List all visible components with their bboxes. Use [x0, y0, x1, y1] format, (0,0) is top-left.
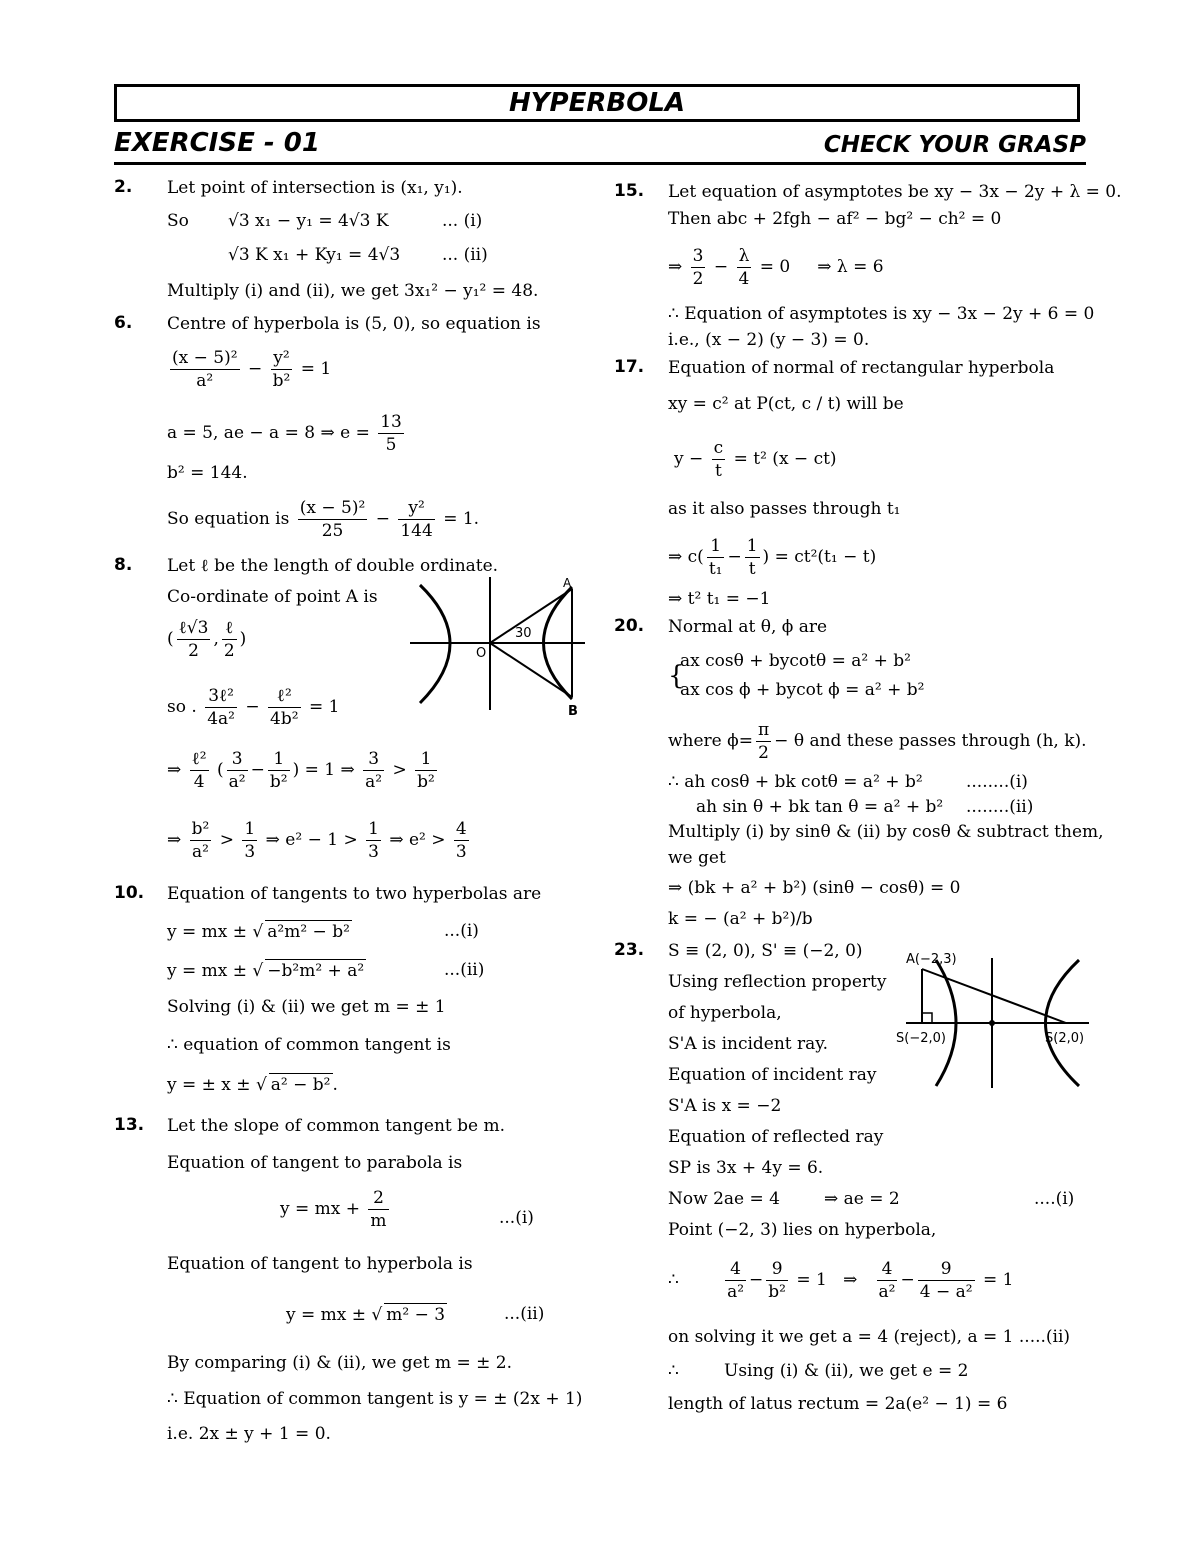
q8-i2a-den: 3: [244, 842, 256, 862]
q23-line8: SP is 3x + 4y = 6.: [668, 1158, 824, 1178]
q23-therefore: ∴: [668, 1270, 679, 1290]
q6-line5: So equation is $\frac{\text{(x − 5)²}}{25}$ − $\frac{\text{y²}}{144}$ = 1.: [167, 498, 480, 541]
q8-label-B: B: [568, 704, 578, 719]
q10-number: 10.: [114, 883, 145, 903]
q17-eq-rhs: = t² (x − ct): [733, 449, 837, 469]
q8-i1g-num: 1: [415, 748, 437, 771]
q6-frac1-den: a²: [196, 371, 214, 391]
q6-equation: $\frac{\text{(x − 5)²}}{\text{a²}}$ − $\frac{\text{y²}}{\text{b²}}$ = 1: [172, 348, 332, 391]
q8-i1f-den: a²: [365, 772, 383, 792]
q8-i1b-den: a²: [228, 772, 246, 792]
q6-frac1-num: (x − 5)²: [172, 348, 238, 368]
q6-f1-num: (x − 5)²: [299, 498, 366, 518]
q15-line5: i.e., (x − 2) (y − 3) = 0.: [668, 330, 870, 350]
q13-line8: i.e. 2x ± y + 1 = 0.: [167, 1424, 331, 1444]
q8-line-OB: [490, 643, 572, 697]
q8-i2c-den: 3: [368, 842, 379, 862]
q20-line2: ax cosθ + bycotθ = a² + b²: [680, 651, 911, 671]
q8-i2f-den: 3: [455, 842, 467, 862]
q23-line7: Equation of reflected ray: [668, 1127, 884, 1147]
q6-frac2-num: y²: [271, 347, 293, 370]
q23-line1: S ≡ (2, 0), S' ≡ (−2, 0): [668, 941, 863, 961]
q20-two: 2: [758, 743, 769, 763]
q23-line5: Equation of incident ray: [668, 1065, 877, 1085]
q8-label-A: A: [563, 576, 572, 590]
q13-eq1-den: m: [370, 1211, 387, 1231]
q10-line1: Equation of tangents to two hyperbolas are: [167, 884, 542, 904]
section-label: CHECK YOUR GRASP: [823, 132, 1086, 158]
q8-i2c-num: 1: [368, 819, 379, 839]
q23-figure: [894, 945, 1090, 1090]
q23-f4-den: 4 − a²: [919, 1282, 973, 1302]
q8-figure: [410, 575, 590, 720]
q23-f2-den: b²: [768, 1282, 786, 1302]
q20-line7: Multiply (i) by sinθ & (ii) by cosθ & subtract them,: [668, 822, 1104, 842]
q13-eq2-tag: ...(ii): [504, 1304, 545, 1324]
q17-f1-num: 1: [707, 535, 725, 558]
q23-line9b: ⇒ ae = 2: [824, 1189, 900, 1209]
q17-eq2-rhs: = ct²(t₁ − t): [774, 547, 877, 567]
q20-line1: Normal at θ, ϕ are: [668, 617, 828, 637]
q20-line3: ax cos ϕ + bycot ϕ = a² + b²: [680, 680, 925, 700]
q10-line4: Solving (i) & (ii) we get m = ± 1: [167, 997, 446, 1017]
q8-label-30: 30: [515, 626, 532, 641]
q13-number: 13.: [114, 1115, 145, 1135]
q17-line5: ⇒ c( $\frac{1}{\text{t₁}}$ − $\frac{1}{t}$ ) = ct²(t₁ − t): [668, 536, 877, 579]
q8-coord-x-num: ℓ√3: [178, 618, 209, 638]
q6-so-eq: So equation is: [167, 509, 290, 529]
q15-f1-den: 2: [692, 269, 704, 289]
q15-number: 15.: [614, 181, 645, 201]
q8-so: so .: [167, 697, 197, 717]
q8-i1c-num: 1: [268, 748, 290, 771]
q20-line9: ⇒ (bk + a² + b²) (sinθ − cosθ) = 0: [668, 878, 961, 898]
q8-label-O: O: [476, 646, 487, 661]
q8-i2f-num: 4: [455, 819, 467, 839]
q2-so: So: [167, 211, 189, 231]
q13-line4: Equation of tangent to hyperbola is: [167, 1254, 473, 1274]
q6-e-text: a = 5, ae − a = 8 ⇒ e =: [167, 423, 370, 443]
q10-eq3-radicand: a² − b²: [270, 1075, 331, 1095]
q17-line3: [674, 437, 837, 482]
q8-i2-num: b²: [191, 819, 210, 839]
q8-s1-den: 4a²: [207, 709, 235, 729]
q23-line14: length of latus rectum = 2a(e² − 1) = 6: [668, 1394, 1008, 1414]
q23-f2-num: 9: [766, 1258, 788, 1281]
q23-line6: S'A is x = −2: [668, 1096, 782, 1116]
q6-e-num: 13: [380, 412, 402, 432]
q20-where: where ϕ=: [668, 731, 753, 751]
q10-eq3-lhs: y = ± x ±: [167, 1075, 251, 1095]
q13-eq1-num: 2: [368, 1187, 388, 1210]
q23-line4: S'A is incident ray.: [668, 1034, 829, 1054]
q10-line5: ∴ equation of common tangent is: [167, 1035, 451, 1055]
q15-line4: ∴ Equation of asymptotes is xy − 3x − 2y + 6 = 0: [668, 304, 1095, 324]
q17-line2: xy = c² at P(ct, c / t) will be: [668, 394, 904, 414]
q8-so-line: so . $\frac{\text{3ℓ²}}{\text{4a²}}$ − $\frac{\text{ℓ²}}{\text{4b²}}$ = 1: [167, 686, 340, 729]
q8-line1: Let ℓ be the length of double ordinate.: [167, 556, 499, 576]
page-title: HYPERBOLA: [508, 88, 686, 118]
q23-line9c: ....(i): [1034, 1189, 1075, 1209]
q23-number: 23.: [614, 940, 645, 960]
q17-f2-den: t: [748, 559, 756, 579]
q20-brace: {: [668, 661, 685, 691]
q6-line3: [167, 411, 407, 456]
q8-s2-num: ℓ²: [268, 685, 301, 708]
q10-eq1-radicand: a²m² − b²: [267, 922, 350, 942]
q6-f2-den: 144: [400, 521, 433, 541]
q13-eq1: [280, 1187, 392, 1232]
q15-f2-num: λ: [737, 245, 752, 268]
q8-implies1: ⇒ $\frac{\text{ℓ²}}{4}$ ( $\frac{3}{\text{a²}}$ − $\frac{1}{\text{b²}}$ ) = 1 ⇒ $\frac{3}{\text{a²}}$ > $\frac{1}{\text{b²}}$: [167, 749, 435, 792]
exercise-label: EXERCISE - 01: [114, 128, 320, 158]
q8-implies2: [167, 818, 472, 863]
q8-gt2: >: [219, 830, 235, 850]
q8-i2-den: a²: [192, 842, 209, 862]
q20-where-rest: − θ and these passes through (h, k).: [774, 731, 1087, 751]
q23-line2: Using reflection property: [668, 972, 887, 992]
q8-coord-x-den: 2: [188, 641, 199, 661]
q6-line1: Centre of hyperbola is (5, 0), so equation is: [167, 314, 541, 334]
q10-eq2-tag: ...(ii): [444, 960, 485, 980]
q10-eq1: y = mx ± √ a²m² − b²: [167, 922, 350, 942]
q6-eq-rhs: = 1: [300, 359, 332, 379]
q15-minus: −: [713, 257, 729, 277]
q8-s-rhs: = 1: [308, 697, 340, 717]
q23-line3: of hyperbola,: [668, 1003, 782, 1023]
q17-f-num: c: [713, 438, 724, 458]
q10-eq1-lhs: y = mx ±: [167, 922, 248, 942]
q13-eq1-lhs: y = mx +: [280, 1199, 361, 1219]
q2-line1: Let point of intersection is (x₁, y₁).: [167, 178, 463, 198]
q23-right-angle: [922, 1013, 932, 1023]
q17-arrow-c: ⇒ c: [668, 547, 698, 567]
q13-eq2-radicand: m² − 3: [386, 1305, 446, 1325]
q15-line3: [668, 245, 884, 290]
q8-i1g-den: b²: [417, 772, 435, 792]
q17-f1-den: t₁: [708, 559, 723, 579]
q23-label-S1: S(−2,0): [896, 1031, 946, 1046]
q23-f1-num: 4: [725, 1258, 746, 1281]
q2-eq1-tag: ... (i): [442, 211, 483, 231]
q6-number: 6.: [114, 313, 133, 333]
q8-s1-num: 3ℓ²: [205, 685, 237, 708]
q17-eq-lhs: y −: [674, 449, 704, 469]
q17-minus: −: [727, 547, 742, 567]
q8-i2a-num: 1: [244, 819, 256, 839]
q8-coord-y-num: ℓ: [222, 617, 237, 640]
q23-f3-den: a²: [878, 1282, 896, 1302]
q2-line4: Multiply (i) and (ii), we get 3x₁² − y₁² = 48.: [167, 281, 539, 301]
q8-coord: ( $\frac{\text{ℓ√3}}{2}$ , $\frac{\text{ℓ}}{2}$ ): [167, 618, 247, 661]
q20-line8: we get: [668, 848, 726, 868]
q23-f4-num: 9: [918, 1258, 975, 1281]
q17-line6: ⇒ t² t₁ = −1: [668, 589, 771, 609]
q23-eq1-rhs: = 1: [796, 1270, 827, 1290]
q20-line4: [668, 719, 1087, 764]
q8-i1-arrow: ⇒: [167, 760, 182, 780]
q20-line6: ah sin θ + bk tan θ = a² + b²: [696, 797, 944, 817]
q8-i1f-num: 3: [363, 748, 384, 771]
q13-line6: By comparing (i) & (ii), we get m = ± 2.: [167, 1353, 513, 1373]
q8-gt1: >: [392, 760, 407, 780]
q10-eq2: y = mx ± √ −b²m² + a²: [167, 961, 365, 981]
q17-f2-num: 1: [746, 536, 758, 556]
q8-i2-mid: ⇒ e² − 1 >: [265, 830, 358, 850]
q23-arrow: ⇒: [843, 1270, 858, 1290]
q2-eq2: √3 K x₁ + Ky₁ = 4√3: [228, 245, 401, 265]
q8-i1c-den: b²: [269, 772, 288, 792]
q20-line6-tag: ........(ii): [966, 797, 1034, 817]
q10-line6: y = ± x ± √ a² − b² .: [167, 1075, 338, 1095]
q15-line1: Let equation of asymptotes be xy − 3x − 2y + λ = 0.: [668, 182, 1122, 202]
q23-reflected-ray: [922, 969, 1066, 1023]
q20-line5: ∴ ah cosθ + bk cotθ = a² + b²: [668, 772, 923, 792]
q23-f3-num: 4: [877, 1258, 898, 1281]
q23-line11: ∴ $\frac{4}{\text{a²}}$ − $\frac{9}{\text{b²}}$ = 1 ⇒ $\frac{4}{\text{a²}}$ − $\frac{9}{\text{4 − a²}}$ = 1: [668, 1259, 1014, 1302]
q8-i1b-num: 3: [227, 748, 248, 771]
q13-line2: Equation of tangent to parabola is: [167, 1153, 463, 1173]
q23-origin: [989, 1020, 995, 1026]
q10-eq1-tag: ...(i): [444, 921, 479, 941]
q15-eq0: = 0: [759, 257, 791, 277]
q15-f2-den: 4: [738, 269, 750, 289]
q13-eq1-tag: ...(i): [499, 1208, 534, 1228]
q20-number: 20.: [614, 616, 645, 636]
q23-label-S2: S(2,0): [1045, 1031, 1085, 1046]
q17-line1: Equation of normal of rectangular hyperbola: [668, 358, 1055, 378]
q8-i1-den: 4: [193, 772, 205, 792]
q23-f1-den: a²: [727, 1282, 745, 1302]
q6-f1-den: 25: [321, 521, 344, 541]
q15-line2: Then abc + 2fgh − af² − bg² − ch² = 0: [668, 209, 1002, 229]
q23-eq2-rhs: = 1: [982, 1270, 1014, 1290]
exercise-header: [114, 128, 1086, 165]
q23-line13a: ∴: [668, 1361, 679, 1381]
q13-line7: ∴ Equation of common tangent is y = ± (2x + 1): [167, 1389, 583, 1409]
q8-i2-arrow: ⇒: [167, 830, 182, 850]
q17-f-den: t: [715, 461, 722, 481]
q8-coord-y-den: 2: [223, 641, 235, 661]
q8-number: 8.: [114, 555, 133, 575]
q8-line2: Co-ordinate of point A is: [167, 587, 378, 607]
q17-number: 17.: [614, 357, 645, 377]
q17-line4: as it also passes through t₁: [668, 499, 901, 519]
q2-number: 2.: [114, 177, 133, 197]
q8-i1-num: ℓ²: [191, 749, 207, 769]
q23-line9a: Now 2ae = 4: [668, 1189, 780, 1209]
q13-eq2: y = mx ± √ m² − 3: [286, 1305, 446, 1325]
q6-f2-num: y²: [398, 497, 434, 520]
q20-line5-tag: ........(i): [966, 772, 1028, 792]
q6-line4: b² = 144.: [167, 463, 248, 483]
q23-line12: on solving it we get a = 4 (reject), a = 1 .....(ii): [668, 1327, 1071, 1347]
q23-label-A: A(−2,3): [906, 952, 957, 967]
q15-lambda: ⇒ λ = 6: [817, 257, 884, 277]
title-box: [114, 84, 1080, 122]
q13-eq2-lhs: y = mx ±: [286, 1305, 367, 1325]
q6-e-den: 5: [385, 435, 397, 455]
q20-pi: π: [757, 720, 770, 740]
q10-eq2-lhs: y = mx ±: [167, 961, 248, 981]
q15-f1-num: 3: [692, 246, 704, 266]
q15-arrow: ⇒: [668, 257, 683, 277]
q13-line1: Let the slope of common tangent be m.: [167, 1116, 505, 1136]
q23-line10: Point (−2, 3) lies on hyperbola,: [668, 1220, 937, 1240]
q10-eq2-radicand: −b²m² + a²: [267, 961, 365, 981]
q8-i1-mid: = 1 ⇒: [304, 760, 355, 780]
q8-i2-e2: ⇒ e² >: [389, 830, 446, 850]
q6-final-rhs: = 1.: [443, 509, 480, 529]
q6-frac2-den: b²: [272, 371, 291, 391]
q10-eq3-end: .: [332, 1075, 338, 1095]
q8-s2-den: 4b²: [270, 709, 299, 729]
q2-eq1: √3 x₁ − y₁ = 4√3 K: [228, 211, 389, 231]
q23-line13b: Using (i) & (ii), we get e = 2: [724, 1361, 969, 1381]
q20-line10: k = − (a² + b²)/b: [668, 909, 813, 929]
q2-eq2-tag: ... (ii): [442, 245, 488, 265]
